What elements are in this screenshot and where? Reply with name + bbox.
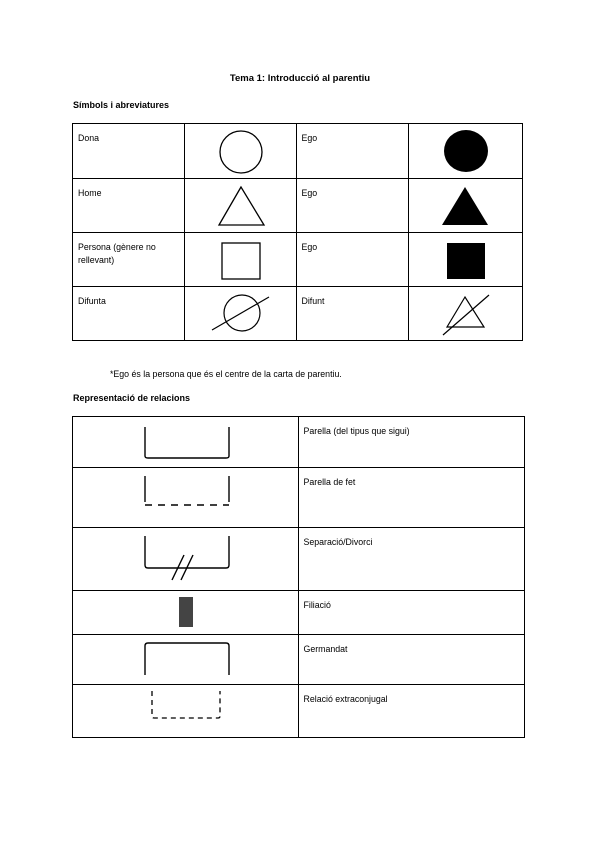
table-row xyxy=(73,468,525,528)
table-row xyxy=(73,528,525,591)
person-square-icon xyxy=(185,233,297,287)
section-heading-symbols: Símbols i abreviatures xyxy=(73,100,170,110)
separation-divorce-bracket-icon xyxy=(73,528,299,591)
page-title: Tema 1: Introducció al parentiu xyxy=(229,73,371,84)
ego-woman-filled-circle-icon xyxy=(409,124,523,179)
row-label: Home xyxy=(78,188,102,198)
man-triangle-icon xyxy=(185,179,297,233)
table-row xyxy=(73,233,523,287)
couple-bracket-icon xyxy=(73,417,299,468)
ego-label: Ego xyxy=(301,133,318,143)
ego-man-filled-triangle-icon xyxy=(409,179,523,233)
table-row xyxy=(73,591,525,635)
ego-label: Ego xyxy=(301,242,318,252)
symbols-table xyxy=(72,123,523,341)
relation-label: Relació extraconjugal xyxy=(303,694,388,704)
table-row xyxy=(73,685,525,738)
ego-note: *Ego és la persona que és el centre de la carta de parentiu. xyxy=(110,369,342,379)
filiation-bar-icon xyxy=(73,591,299,635)
relation-label: Parella (del tipus que sigui) xyxy=(303,426,410,436)
relation-label: Parella de fet xyxy=(303,477,356,487)
section-heading-relations: Representació de relacions xyxy=(73,393,191,403)
table-row xyxy=(73,179,523,233)
ego-person-filled-square-icon xyxy=(409,233,523,287)
relation-label: Separació/Divorci xyxy=(303,537,373,547)
deceased-man-crossed-triangle-icon xyxy=(409,287,523,341)
common-law-couple-dashed-bracket-icon xyxy=(73,468,299,528)
ego-label: Difunt xyxy=(301,296,325,306)
relation-label: Germandat xyxy=(303,644,348,654)
table-row xyxy=(73,287,523,341)
table-row xyxy=(73,417,525,468)
ego-label: Ego xyxy=(301,188,318,198)
relations-table xyxy=(72,416,525,738)
row-label: Difunta xyxy=(78,296,106,306)
deceased-woman-crossed-circle-icon xyxy=(185,287,297,341)
row-label: Persona (gènere no rellevant) xyxy=(78,242,156,265)
table-row xyxy=(73,124,523,179)
siblinghood-bracket-icon xyxy=(73,635,299,685)
row-label: Dona xyxy=(78,133,100,143)
extramarital-dashed-bracket-icon xyxy=(73,685,299,738)
woman-circle-icon xyxy=(185,124,297,179)
relation-label: Filiació xyxy=(303,600,331,610)
table-row xyxy=(73,635,525,685)
